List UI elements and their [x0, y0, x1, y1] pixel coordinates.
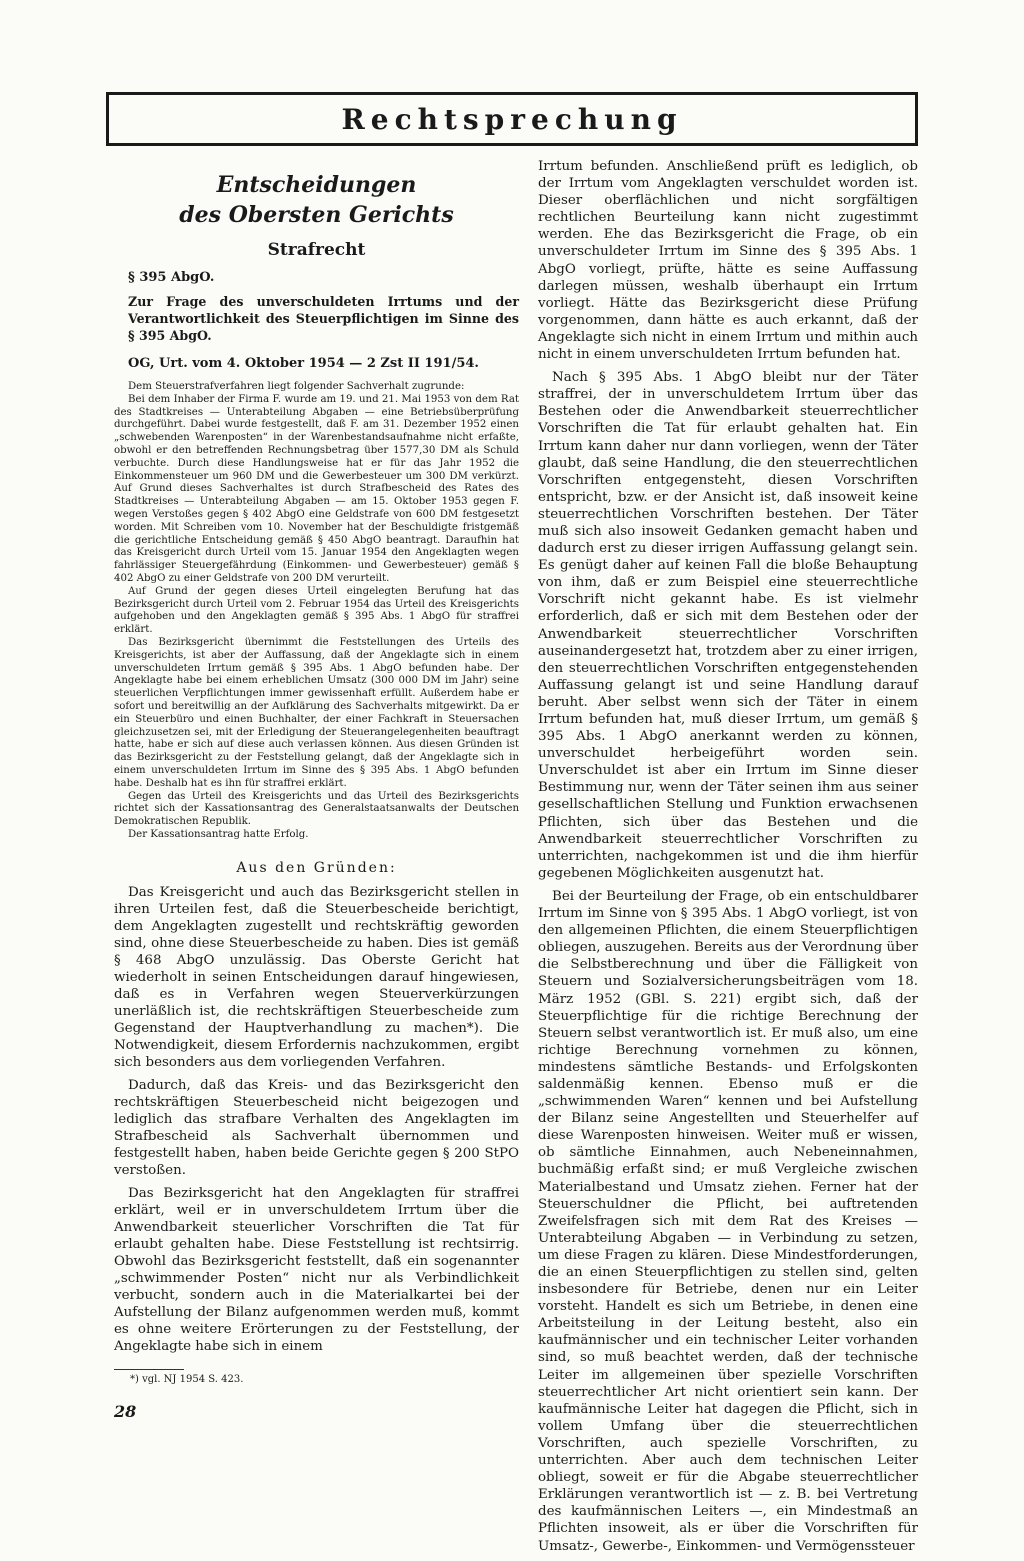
reasons-paragraph: Irrtum befunden. Anschließend prüft es lediglich, ob der Irrtum vom Angeklagten verschuldet worden ist. Dieser oberflächlichen und nicht sorgfältigen rechtlichen Beurteilung kann nicht zugestimmt werden. Ehe das Bezirksgericht die Frage, ob ein unverschuldeter Irrtum im Sinne des § 395 Abs. 1 AbgO vorliegt, prüfte, hätte es seine Auffassung darlegen müssen, weshalb überhaupt ein Irrtum vorliegt. Hätte das Bezirksgericht diese Prüfung vorgenommen, dann hätte es auch erkannt, daß der Angeklagte sich nicht in einem Irrtum und mithin auch nicht in einem unverschuldeten Irrtum befunden hat.	[538, 159, 918, 363]
facts-paragraph: Dem Steuerstrafverfahren liegt folgender Sachverhalt zugrunde:	[128, 381, 465, 392]
facts-paragraph: Gegen das Urteil des Kreisgerichts und das Urteil des Bezirksgerichts richtet sich der Kassationsantrag des Generalstaatsanwalts der Deutschen Demokratischen Republik.	[114, 790, 519, 828]
headnote: Zur Frage des unverschuldeten Irrtums und der Verantwortlichkeit des Steuerpflichtigen im Sinne des § 395 AbgO.	[128, 294, 519, 343]
facts-paragraph: Der Kassationsantrag hatte Erfolg.	[128, 828, 309, 840]
reasons-paragraph: Dadurch, daß das Kreis- und das Bezirksgericht den rechtskräftigen Steuerbescheid nicht beigezogen und lediglich das strafbare Verhalten des Angeklagten im Strafbescheid als Sachverhalt übernommen und festgestellt haben, haben beide Gerichte gegen § 200 StPO verstoßen.	[114, 1077, 519, 1178]
facts-paragraph: Das Bezirksgericht übernimmt die Feststellungen des Urteils des Kreisgerichts, ist aber der Auffassung, daß der Angeklagte sich in einem unverschuldeten Irrtum gemäß § 395 Abs. 1 AbgO befunden habe. Der Angeklagte habe bei einem erheblichen Umsatz (300 000 DM im Jahr) seine steuerlichen Verpflichtungen immer gewissenhaft erfüllt. Außerdem habe er sofort und bereitwillig an der Aufklärung des Sachverhalts mitgewirkt. Da er ein Steuerbüro und einen Buchhalter, der einer Fachkraft in Steuersachen gleichzusetzen sei, mit der Erledigung der Steuerangelegenheiten beauftragt hatte, habe er sich auf diese auch verlassen können. Aus diesen Gründen ist das Bezirksgericht zu der Feststellung gelangt, daß der Angeklagte sich in einem unverschuldeten Irrtum im Sinne des § 395 Abs. 1 AbgO befunden habe. Deshalb hat es ihn für straffrei erklärt.	[114, 636, 519, 789]
facts-paragraph: Bei dem Inhaber der Firma F. wurde am 19. und 21. Mai 1953 von dem Rat des Stadtkreises — Unterabteilung Abgaben — eine Betriebsüberprüfung durchgeführt. Dabei wurde festgestellt, daß F. am 31. Dezember 1952 einen „schwebenden Warenposten“ in der Warenbestandsaufnahme nicht erfaßte, obwohl er den betreffenden Rechnungsbetrag über 1577,30 DM als Schuld verbuchte. Durch diese Handlungsweise hat er für das Jahr 1952 die Einkommensteuer um 960 DM und die Gewerbesteuer um 300 DM verkürzt. Auf Grund dieses Sachverhaltes ist durch Strafbescheid des Rates des Stadtkreises — Unterabteilung Abgaben — am 15. Oktober 1953 gegen F. wegen Verstoßes gegen § 402 AbgO eine Geldstrafe von 600 DM festgesetzt worden. Mit Schreiben vom 10. November hat der Beschuldigte fristgemäß die gerichtliche Entscheidung gemäß § 450 AbgO beantragt. Daraufhin hat das Kreisgericht durch Urteil vom 15. Januar 1954 den Angeklagten wegen fahrlässiger Steuergefährdung (Einkommen- und Gewerbesteuer) gemäß § 402 AbgO zu einer Geldstrafe von 200 DM verurteilt.	[114, 393, 519, 584]
subsection-title: Strafrecht	[267, 240, 366, 260]
paragraph-reference: § 395 AbgO.	[128, 270, 215, 285]
reasons-paragraph: Das Bezirksgericht hat den Angeklagten für straffrei erklärt, weil er in unverschuldetem Irrtum über die Anwendbarkeit steuerlicher Vorschriften die Tat für erlaubt gehalten habe. Diese Feststellung ist rechtsirrig. Obwohl das Bezirksgericht feststellt, daß ein sogenannter „schwimmender Posten“ nicht nur als Verbindlichkeit verbucht, sondern auch in die Materialkartei bei der Aufstellung der Bilanz aufgenommen werden muß, kommt es ohne weitere Erörterungen zu der Feststellung, der Angeklagte habe sich in einem	[114, 1185, 519, 1354]
page-number: 28	[114, 1402, 137, 1421]
reasons-paragraph: Bei der Beurteilung der Frage, ob ein entschuldbarer Irrtum im Sinne von § 395 Abs. 1 AbgO vorliegt, ist von den allgemeinen Pflichten, die einem Steuerpflichtigen obliegen, auszugehen. Bereits aus der Verordnung über die Selbstberechnung und über die Fälligkeit von Steuern und Sozialversicherungsbeiträgen vom 18. März 1952 (GBl. S. 221) ergibt sich, daß der Steuerpflichtige für die richtige Berechnung der Steuern selbst verantwortlich ist. Er muß also, um eine richtige Berechnung vornehmen zu können, mindestens sämtliche Bestands- und Erfolgskonten saldenmäßig kennen. Ebenso muß er die „schwimmenden Waren“ kennen und bei Aufstellung der Bilanz seine Angestellten und Steuerhelfer auf diese Warenposten hinweisen. Weiter muß er wissen, ob sämtliche Einnahmen, auch Nebeneinnahmen, buchmäßig erfaßt sind; er muß Vergleiche zwischen Materialbestand und Umsatz ziehen. Ferner hat der Steuerschuldner die Pflicht, bei auftretenden Zweifelsfragen sich mit dem Rat des Kreises — Unterabteilung Abgaben — in Verbindung zu setzen, um diese Fragen zu klären. Diese Mindestforderungen, die an einen Steuerpflichtigen zu stellen sind, gelten insbesondere für Betriebe, denen nur ein Leiter vorsteht. Handelt es sich um Betriebe, in denen eine Arbeitsteilung in der Leitung besteht, also ein kaufmännischer und ein technischer Leiter vorhanden sind, so muß beachtet werden, daß der technische Leiter im allgemeinen über spezielle Vorschriften steuerrechtlicher Art nicht orientiert sein kann. Der kaufmännische Leiter hat dagegen die Pflicht, sich in vollem Umfang über die steuerrechtlichen Vorschriften, auch spezielle Vorschriften, zu unterrichten. Aber auch dem technischen Leiter obliegt, soweit er für die Abgabe steuerrechtlicher Erklärungen verantwortlich ist — z. B. bei Vertretung des kaufmännischen Leiters —, ein Mindestmaß an Pflichten insoweit, als er über die Vorschriften für Umsatz-, Gewerbe-, Einkommen- und Vermögenssteuer	[538, 888, 918, 1554]
reasons-paragraph: Das Kreisgericht und auch das Bezirksgericht stellen in ihren Urteilen fest, daß die Steuerbescheide berichtigt, dem Angeklagten zugestellt und rechtskräftig geworden sind, ohne diese Steuerbescheide zu haben. Dies ist gemäß § 468 AbgO unzulässig. Das Oberste Gericht hat wiederholt in seinen Entscheidungen darauf hingewiesen, daß es in Verfahren wegen Steuerverkürzungen unerläßlich ist, die rechtskräftigen Steuerbescheide zum Gegenstand der Hauptverhandlung zu machen*). Die Notwendigkeit, diesem Erfordernis nachzukommen, ergibt sich besonders aus dem vorliegenden Verfahren.	[114, 884, 519, 1070]
section-header-box	[106, 92, 918, 146]
section-title-line1: Entscheidungen	[216, 172, 417, 198]
section-header-title: Rechtsprechung	[341, 102, 683, 136]
left-column	[114, 160, 519, 1385]
footnote: *) vgl. NJ 1954 S. 423.	[130, 1373, 244, 1385]
facts-paragraph: Auf Grund der gegen dieses Urteil eingelegten Berufung hat das Bezirksgericht durch Urteil vom 2. Februar 1954 das Urteil des Kreisgerichts aufgehoben und den Angeklagten gemäß § 395 Abs. 1 AbgO für straffrei erklärt.	[114, 585, 519, 636]
reasons-paragraph: Nach § 395 Abs. 1 AbgO bleibt nur der Täter straffrei, der in unverschuldetem Irrtum über das Bestehen oder die Anwendbarkeit steuerrechtlicher Vorschriften die Tat für erlaubt gehalten hat. Ein Irrtum kann daher nur dann vorliegen, wenn der Täter glaubt, daß seine Handlung, die den steuerrechtlichen Vorschriften entgegensteht, diesen Vorschriften entspricht, bzw. er der Ansicht ist, daß insoweit keine steuerrechtlichen Vorschriften bestehen. Der Täter muß sich also insoweit Gedanken gemacht haben und dadurch erst zu dieser irrigen Auffassung gelangt sein. Es genügt daher auf keinen Fall die bloße Behauptung von ihm, daß er zum Beispiel eine steuerrechtliche Vorschrift nicht gekannt habe. Es ist vielmehr erforderlich, daß er sich mit dem Bestehen oder der Anwendbarkeit steuerrechtlicher Vorschriften auseinandergesetzt hat, trotzdem aber zu einer irrigen, den steuerrechtlichen Vorschriften entgegenstehenden Auffassung gelangt ist und seine Handlung darauf beruht. Aber selbst wenn sich der Täter in einem Irrtum befunden hat, muß dieser Irrtum, um gemäß § 395 Abs. 1 AbgO anerkannt werden zu können, unverschuldet herbeigeführt worden sein. Unverschuldet ist aber ein Irrtum im Sinne dieser Bestimmung nur, wenn der Täter seinen ihm aus seiner gesellschaftlichen Stellung und Funktion erwachsenen Pflichten, sich über das Bestehen und die Anwendbarkeit steuerrechtlicher Vorschriften zu unterrichten, nachgekommen ist und die ihm hierfür gegebenen Möglichkeiten ausgenutzt hat.	[538, 370, 918, 881]
decision-citation: OG, Urt. vom 4. Oktober 1954 — 2 Zst II 191/54.	[128, 356, 479, 371]
section-title-line2: des Obersten Gerichts	[179, 202, 454, 228]
footnote-divider	[114, 1369, 184, 1370]
reasons-heading: Aus den Gründen:	[236, 859, 397, 876]
right-column	[538, 158, 918, 1561]
